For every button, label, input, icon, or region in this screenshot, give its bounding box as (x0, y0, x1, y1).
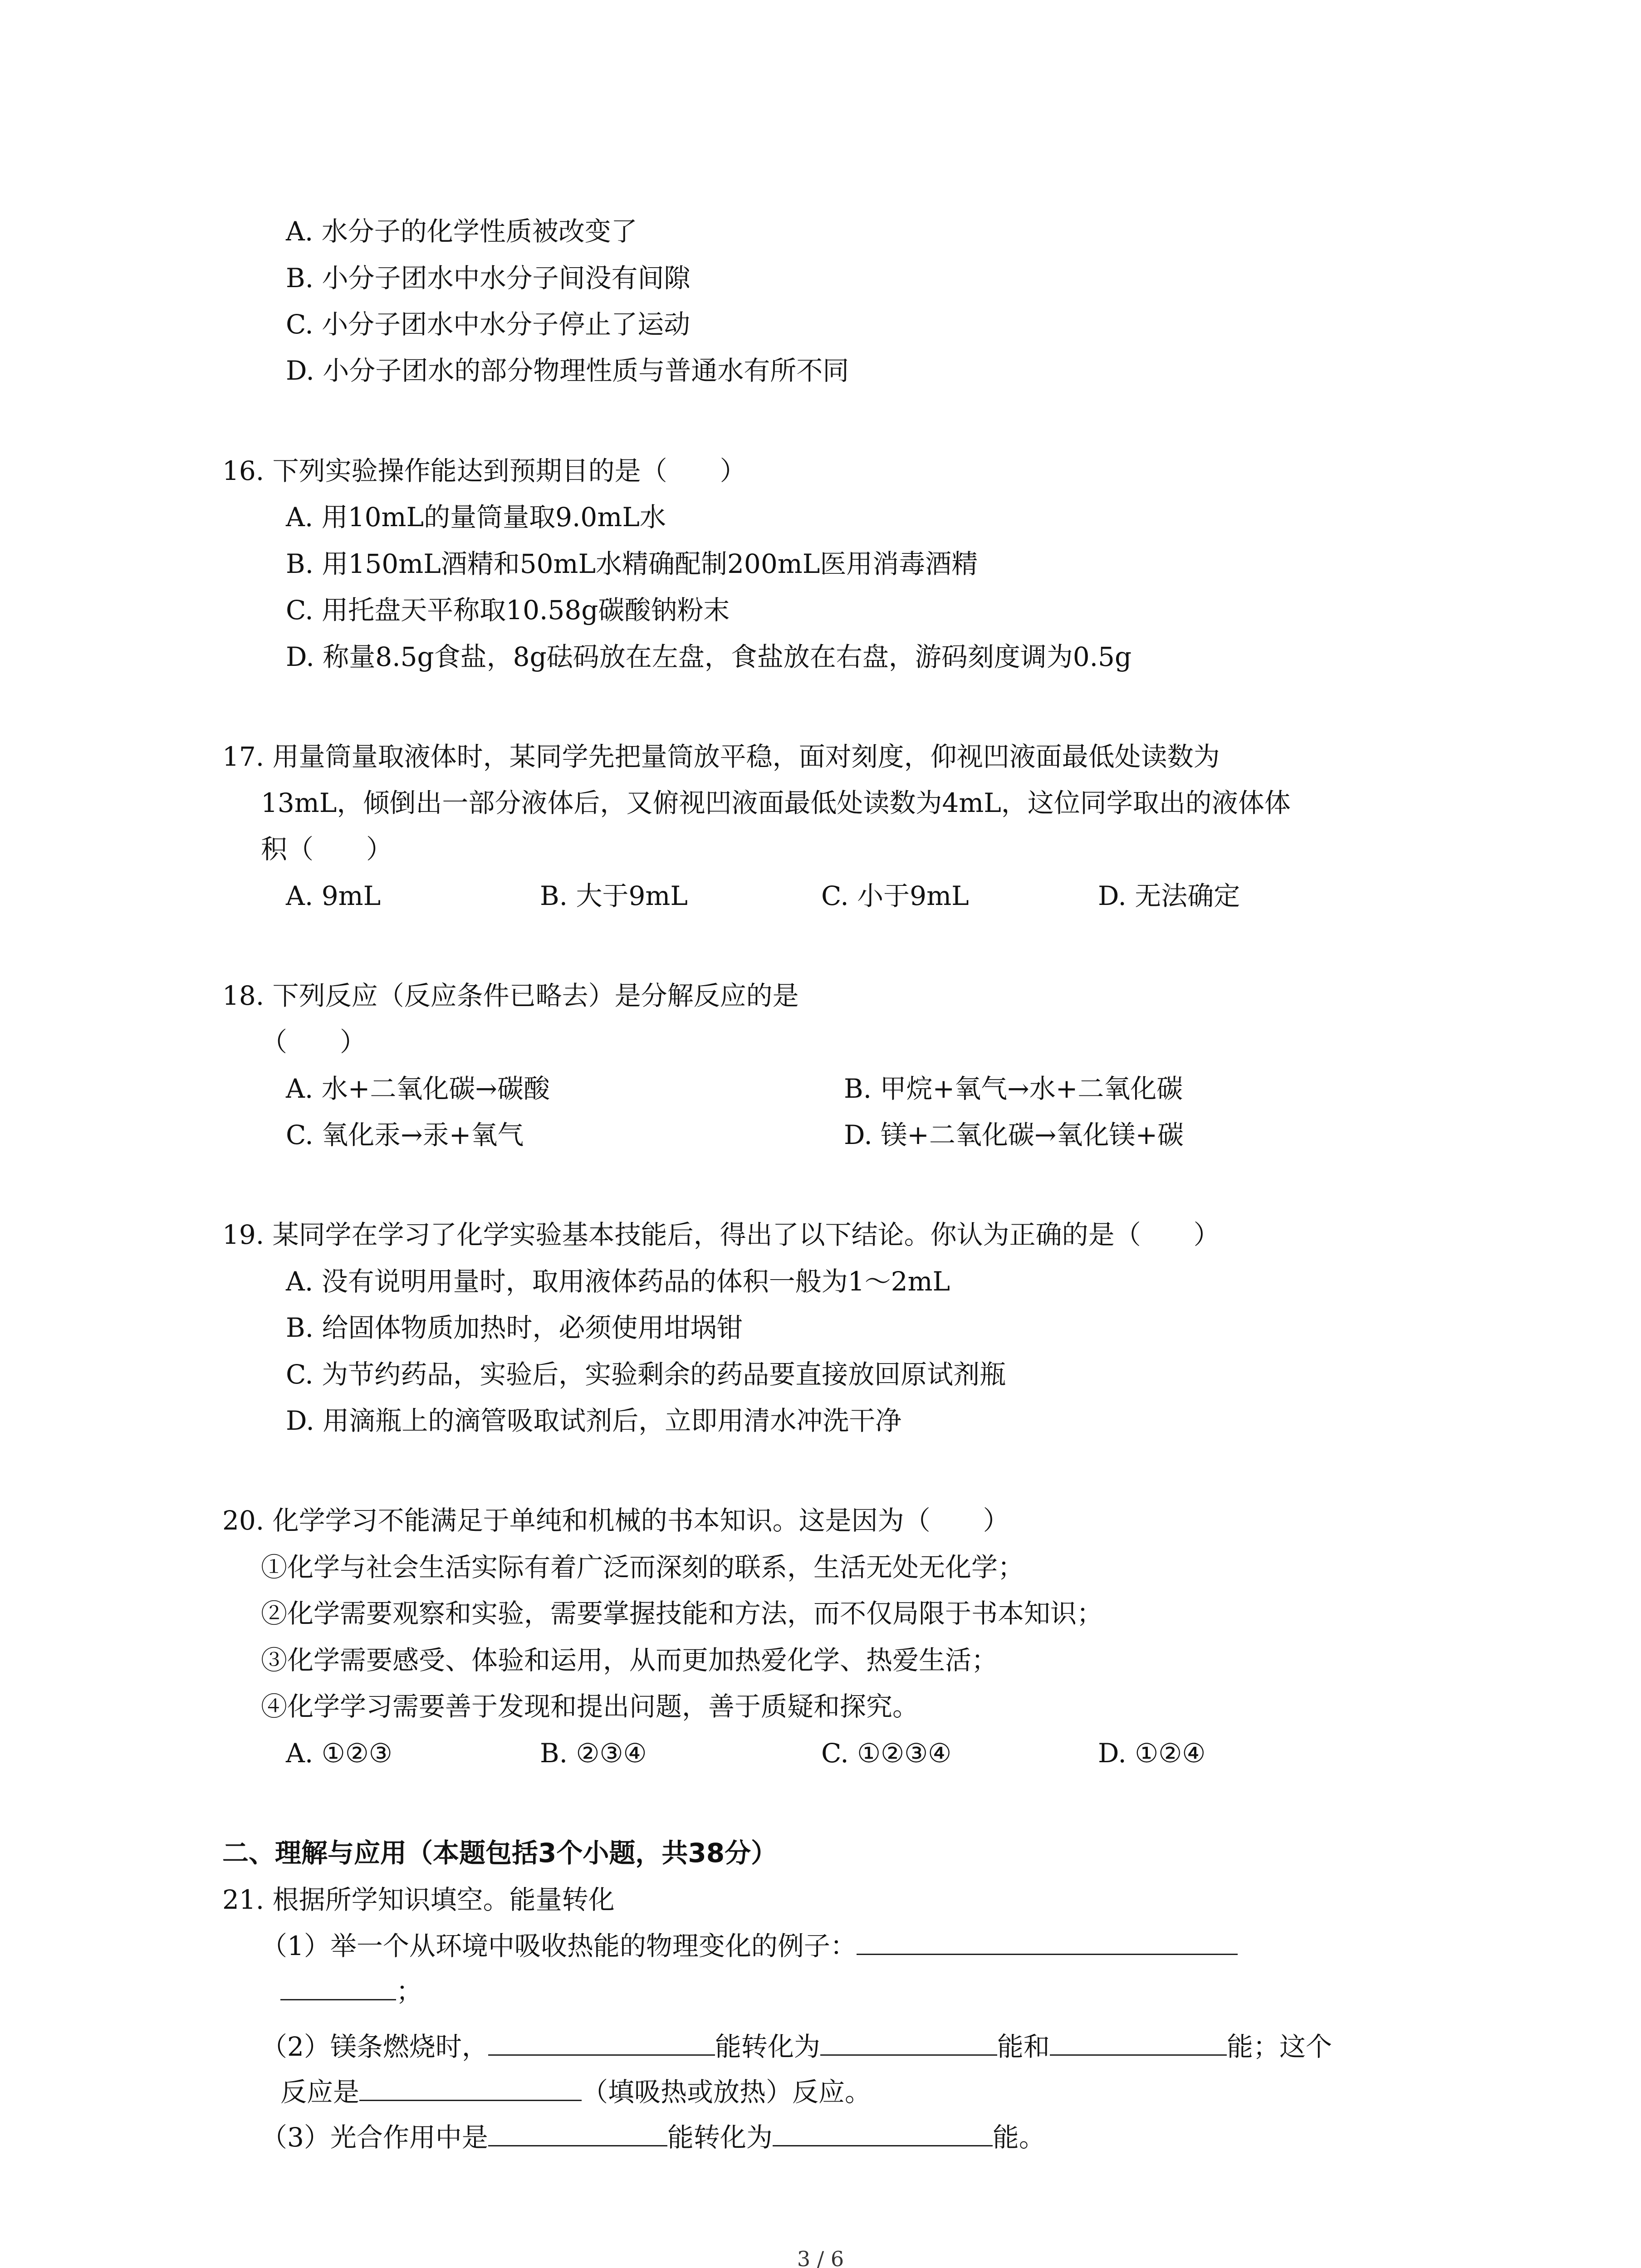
q21-part3-text-b: 能转化为 (667, 2122, 773, 2153)
q17-option-b: B. 大于9mL (540, 880, 688, 911)
q21-part1-blank-cont[interactable] (280, 1971, 396, 2000)
q21-part2-blank-4[interactable] (359, 2072, 582, 2101)
q21-part3 (261, 2115, 1045, 2160)
q17-stem-line1: 17. 用量筒量取液体时，某同学先把量筒放平稳，面对刻度，仰视凹液面最低处读数为 (222, 741, 1220, 772)
q18-option-d: D. 镁+二氧化碳→氧化镁+碳 (844, 1119, 1184, 1150)
q16-option-d: D. 称量8.5g食盐，8g砝码放在左盘，食盐放在右盘，游码刻度调为0.5g (286, 641, 1132, 672)
q16-option-a: A. 用10mL的量筒量取9.0mL水 (286, 502, 666, 533)
q21-part1 (261, 1923, 1238, 1969)
q21-part2-text-b: 能转化为 (715, 2031, 820, 2062)
q20-statement-4: ④化学学习需要善于发现和提出问题，善于质疑和探究。 (261, 1691, 919, 1722)
q18-option-c: C. 氧化汞→汞+氧气 (286, 1119, 524, 1150)
q21-part2-cont (280, 2069, 871, 2115)
q16-stem: 16. 下列实验操作能达到预期目的是（ ） (222, 455, 746, 486)
q19-option-c: C. 为节约药品，实验后，实验剩余的药品要直接放回原试剂瓶 (286, 1359, 1006, 1390)
page-number: 3 / 6 (797, 2247, 844, 2268)
q20-option-c: C. ①②③④ (821, 1738, 952, 1769)
q20-option-d: D. ①②④ (1098, 1738, 1206, 1769)
q21-part2-text-e: 反应是 (280, 2077, 360, 2107)
q17-option-c: C. 小于9mL (821, 880, 969, 911)
q21-part1-end: ； (396, 1976, 423, 2007)
q21-part3-blank-2[interactable] (773, 2117, 993, 2146)
q21-part2-text-d: 能；这个 (1226, 2031, 1332, 2062)
q17-stem-line3: 积（ ） (261, 834, 393, 865)
q20-statement-3: ③化学需要感受、体验和运用，从而更加热爱化学、热爱生活； (261, 1645, 998, 1676)
q20-statement-1: ①化学与社会生活实际有着广泛而深刻的联系，生活无处无化学； (261, 1552, 1024, 1583)
q21-part2-text-f: （填吸热或放热）反应。 (582, 2077, 872, 2107)
section-heading: 二、理解与应用（本题包括3个小题，共38分） (222, 1838, 778, 1868)
q16-option-b: B. 用150mL酒精和50mL水精确配制200mL医用消毒酒精 (286, 548, 978, 579)
q19-option-b: B. 给固体物质加热时，必须使用坩埚钳 (286, 1312, 743, 1343)
q20-stem: 20. 化学学习不能满足于单纯和机械的书本知识。这是因为（ ） (222, 1505, 1009, 1536)
q19-option-a: A. 没有说明用量时，取用液体药品的体积一般为1～2mL (286, 1266, 950, 1297)
q18-option-a: A. 水+二氧化碳→碳酸 (286, 1073, 550, 1104)
q19-option-d: D. 用滴瓶上的滴管吸取试剂后，立即用清水冲洗干净 (286, 1405, 902, 1436)
q15-option-c: C. 小分子团水中水分子停止了运动 (286, 309, 691, 340)
q15-option-d: D. 小分子团水的部分物理性质与普通水有所不同 (286, 355, 849, 386)
q21-part2-blank-2[interactable] (820, 2026, 997, 2056)
q17-stem-line2: 13mL，倾倒出一部分液体后，又俯视凹液面最低处读数为4mL，这位同学取出的液体体 (261, 787, 1291, 818)
q21-part2-blank-1[interactable] (488, 2026, 715, 2056)
q20-option-b: B. ②③④ (540, 1738, 647, 1769)
q21-part3-blank-1[interactable] (488, 2117, 667, 2146)
q21-stem: 21. 根据所学知识填空。能量转化 (222, 1884, 615, 1915)
q18-stem-line1: 18. 下列反应（反应条件已略去）是分解反应的是 (222, 980, 799, 1011)
q21-part2-text-c: 能和 (997, 2031, 1050, 2062)
q18-stem-line2: （ ） (261, 1026, 367, 1057)
q21-part2-text-a: （2）镁条燃烧时， (261, 2031, 488, 2062)
q20-option-a: A. ①②③ (286, 1738, 392, 1769)
q17-option-a: A. 9mL (286, 880, 381, 911)
q21-part1-blank[interactable] (857, 1926, 1238, 1955)
q16-option-c: C. 用托盘天平称取10.58g碳酸钠粉末 (286, 595, 730, 626)
q19-stem: 19. 某同学在学习了化学实验基本技能后，得出了以下结论。你认为正确的是（ ） (222, 1219, 1220, 1250)
q21-part1-cont (280, 1969, 422, 2014)
q18-option-b: B. 甲烷+氧气→水+二氧化碳 (844, 1073, 1183, 1104)
q21-part2 (261, 2024, 1332, 2069)
q15-option-b: B. 小分子团水中水分子间没有间隙 (286, 263, 691, 293)
q21-part2-blank-3[interactable] (1050, 2026, 1227, 2056)
q20-statement-2: ②化学需要观察和实验，需要掌握技能和方法，而不仅局限于书本知识； (261, 1598, 1103, 1629)
q21-part3-text-a: （3）光合作用中是 (261, 2122, 488, 2153)
q21-part1-text: （1）举一个从环境中吸收热能的物理变化的例子： (261, 1931, 857, 1961)
q21-part3-text-c: 能。 (992, 2122, 1045, 2153)
q15-option-a: A. 水分子的化学性质被改变了 (286, 216, 637, 247)
q17-option-d: D. 无法确定 (1098, 880, 1240, 911)
